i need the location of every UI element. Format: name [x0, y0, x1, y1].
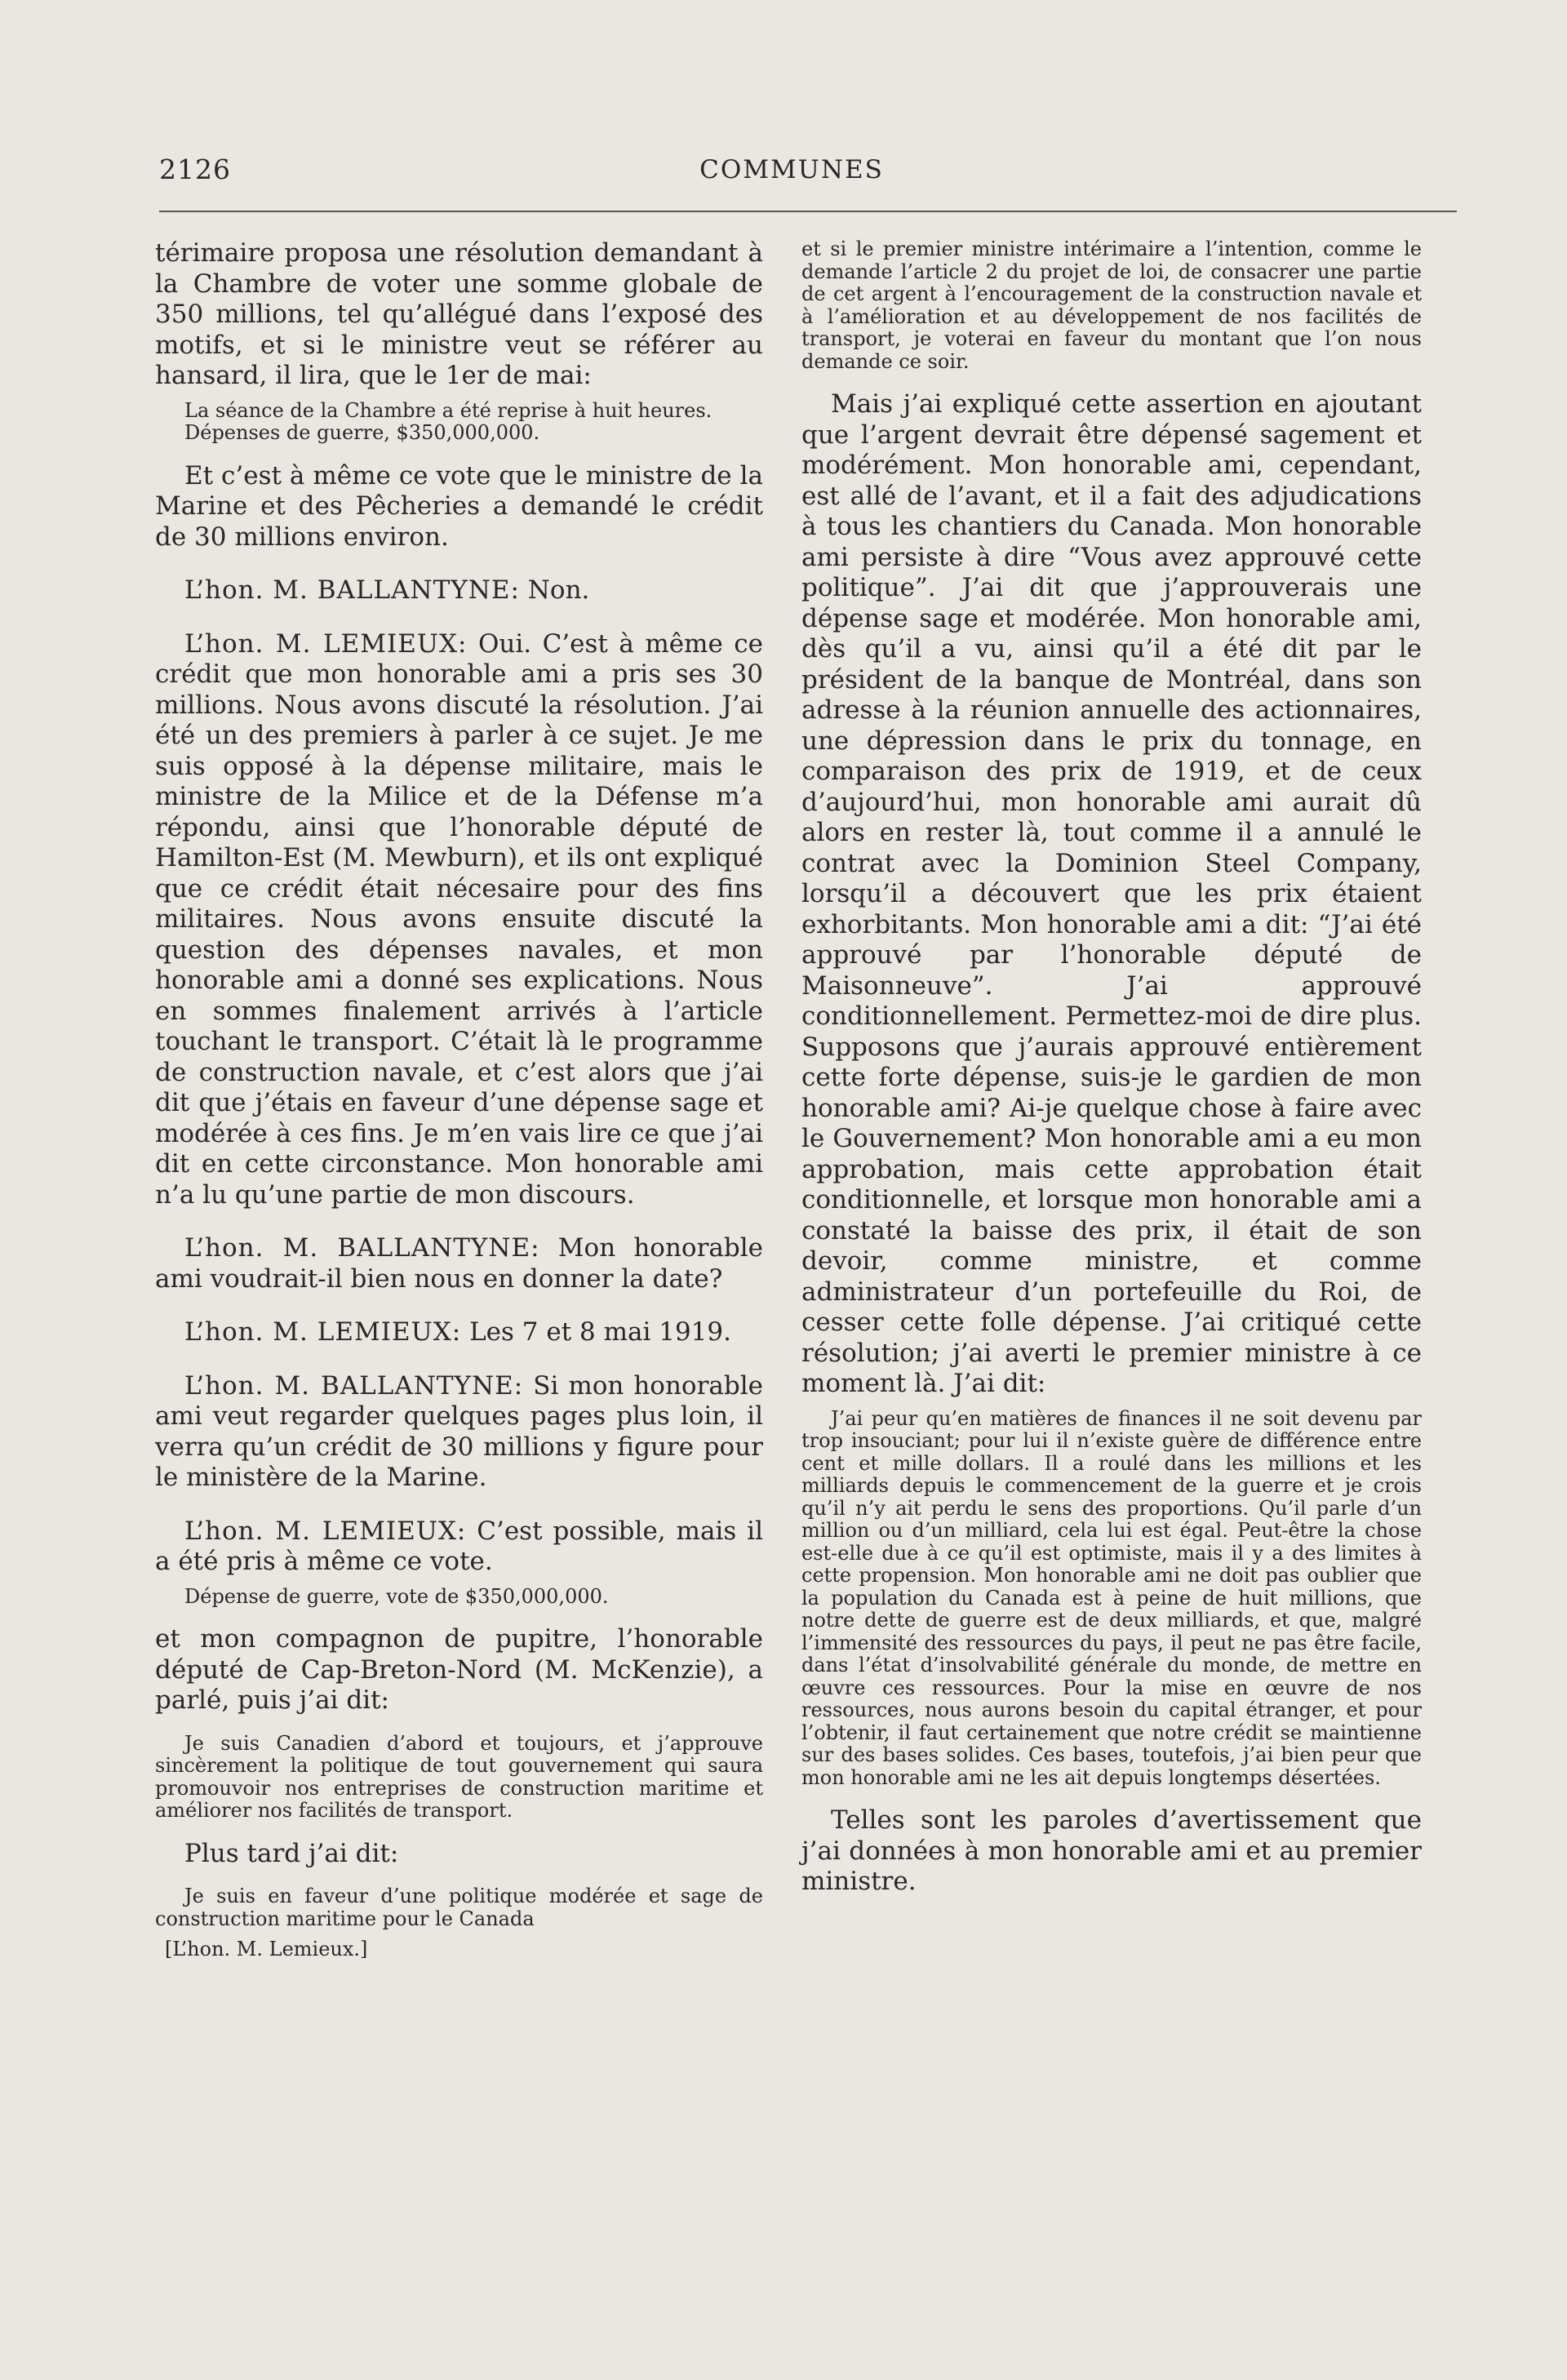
- paragraph: Telles sont les paroles d’avertissement que j’ai données à mon honorable ami et au premier ministre.: [801, 1805, 1422, 1896]
- quote: J’ai peur qu’en matières de finances il ne soit devenu par trop insouciant; pour lui il n’existe guère de différence entre cent et mille dollars. Il a roulé dans les millions et les milliards depuis le commencement de la guerre et je crois qu’il n’y ait perdu le sens des proportions. Qu’il parle d’un million ou d’un milliard, cela lui est égal. Peut-être la chose est-elle due à ce qu’il est optimiste, mais il y a des limites à cette propension. Mon honorable ami ne doit pas oublier que la population du Canada est à peine de huit millions, que notre dette de guerre est de deux milliards, et que, malgré l’immensité des ressources du pays, il peut ne pas être facile, dans l’état d’insolvabilité générale du monde, de mettre en œuvre ces ressources. Pour la mise en œuvre de nos ressources, nous aurons besoin du capital étranger, et pour l’obtenir, il faut certainement que notre crédit se maintienne sur des bases solides. Ces bases, toutefois, j’ai bien peur que mon honorable ami ne les ait depuis longtemps désertées.: [801, 1406, 1422, 1789]
- quote: Je suis Canadien d’abord et toujours, et j’approuve sincèrement la politique de tout gouvernement qui saura promouvoir nos entreprises de construction maritime et améliorer nos facilités de transport.: [155, 1731, 763, 1822]
- quote: La séance de la Chambre a été reprise à huit heures.: [184, 398, 712, 422]
- paragraph: et mon compagnon de pupitre, l’honorable député de Cap-Breton-Nord (M. McKenzie), a parlé, puis j’ai dit:: [155, 1624, 763, 1715]
- speaker-name: L’hon. M. BALLANTYNE:: [184, 1233, 540, 1263]
- header-rule: [159, 211, 1457, 212]
- speaker-name: L’hon. M. BALLANTYNE:: [184, 575, 520, 605]
- page-header: [159, 153, 1424, 194]
- speech: [155, 1233, 763, 1294]
- running-head: COMMUNES: [699, 155, 884, 184]
- speech-text: Non.: [519, 575, 590, 605]
- speech-text: Mon honorable ami voudrait-il bien nous en donner la date?: [155, 1233, 763, 1294]
- speech: [155, 1317, 763, 1348]
- paragraph: térimaire proposa une résolution demandant à la Chambre de voter une somme globale de 350 millions, tel qu’allégué dans l’exposé des motifs, et si le ministre veut se référer au hansard, il lira, que le 1er de mai:: [155, 238, 763, 390]
- quote: Je suis en faveur d’une politique modérée et sage de construction maritime pour le Canada: [155, 1885, 763, 1930]
- speaker-signature: [L’hon. M. Lemieux.]: [165, 1938, 368, 1960]
- right-column: [801, 238, 1422, 1898]
- speech-text: Si mon honorable ami veut regarder quelques pages plus loin, il verra qu’un crédit de 30 millions y figure pour le ministère de la Marine.: [155, 1370, 764, 1492]
- paragraph: Et c’est à même ce vote que le ministre de la Marine et des Pêcheries a demandé le crédit de 30 millions environ.: [155, 460, 763, 552]
- paragraph: Plus tard j’ai dit:: [184, 1838, 399, 1868]
- speech-text: C’est possible, mais il a été pris à même ce vote.: [155, 1516, 763, 1576]
- speaker-name: L’hon. M. LEMIEUX:: [184, 628, 468, 659]
- speech: [155, 1516, 763, 1578]
- speaker-name: L’hon. M. LEMIEUX:: [184, 1317, 462, 1347]
- paragraph: Mais j’ai expliqué cette assertion en ajoutant que l’argent devrait être dépensé sagement et modérément. Mon honorable ami, cependant, est allé de l’avant, et il a fait des adjudications à tous les chantiers du Canada. Mon honorable ami persiste à dire “Vous avez approuvé cette politique”. J’ai dit que j’approuverais une dépense sage et modérée. Mon honorable ami, dès qu’il a vu, ainsi qu’il a été dit par le président de la banque de Montréal, dans son adresse à la réunion annuelle des actionnaires, une dépression dans le prix du tonnage, en comparaison des prix de 1919, et de ceux d’aujourd’hui, mon honorable ami aurait dû alors en rester là, tout comme il a annulé le contrat avec la Dominion Steel Company, lorsqu’il a découvert que les prix étaient exhorbitants. Mon honorable ami a dit: “J’ai été approuvé par l’honorable député de Maisonneuve”. J’ai approuvé conditionnellement. Permettez-moi de dire plus. Supposons que j’aurais approuvé entièrement cette forte dépense, suis-je le gardien de mon honorable ami? Ai-je quelque chose à faire avec le Gouvernement? Mon honorable ami a eu mon approbation, mais cette approbation était conditionnelle, et lorsque mon honorable ami a constaté la baisse des prix, il était de son devoir, comme ministre, et comme administrateur d’un portefeuille du Roi, de cesser cette folle dépense. J’ai critiqué cette résolution; j’ai averti le premier ministre à ce moment là. J’ai dit:: [801, 389, 1422, 1398]
- speech-text: Les 7 et 8 mai 1919.: [461, 1317, 731, 1347]
- left-column: [155, 238, 763, 1961]
- quote: et si le premier ministre intérimaire a l’intention, comme le demande l’article 2 du projet de loi, de consacrer une partie de cet argent à l’encouragement de la construction navale et à l’amélioration et au développement de nos facilités de transport, je voterai en faveur du montant que l’on nous demande ce soir.: [801, 238, 1422, 373]
- quote: Dépenses de guerre, $350,000,000.: [184, 421, 540, 444]
- speech-text: Oui. C’est à même ce crédit que mon honorable ami a pris ses 30 millions. Nous avons discuté la résolution. J’ai été un des premiers à parler à ce sujet. Je me suis opposé à la dépense militaire, mais le ministre de la Milice et de la Défense m’a répondu, ainsi que l’honorable député de Hamilton-Est (M. Mewburn), et ils ont expliqué que ce crédit était nécesaire pour des fins militaires. Nous avons ensuite discuté la question des dépenses navales, et mon honorable ami a donné ses explications. Nous en sommes finalement arrivés à l’article touchant le transport. C’était là le programme de construction navale, et c’est alors que j’ai dit que j’étais en faveur d’une dépense sage et modérée à ces fins. Je m’en vais lire ce que j’ai dit en cette circonstance. Mon honorable ami n’a lu qu’une partie de mon discours.: [155, 628, 763, 1210]
- page-number: 2126: [159, 153, 231, 185]
- speech: [155, 575, 763, 606]
- speaker-name: L’hon. M. LEMIEUX:: [184, 1516, 467, 1546]
- speaker-name: L’hon. M. BALLANTYNE:: [184, 1370, 524, 1401]
- quote: Dépense de guerre, vote de $350,000,000.: [184, 1584, 609, 1608]
- speech: [155, 629, 763, 1211]
- speech: [155, 1371, 763, 1494]
